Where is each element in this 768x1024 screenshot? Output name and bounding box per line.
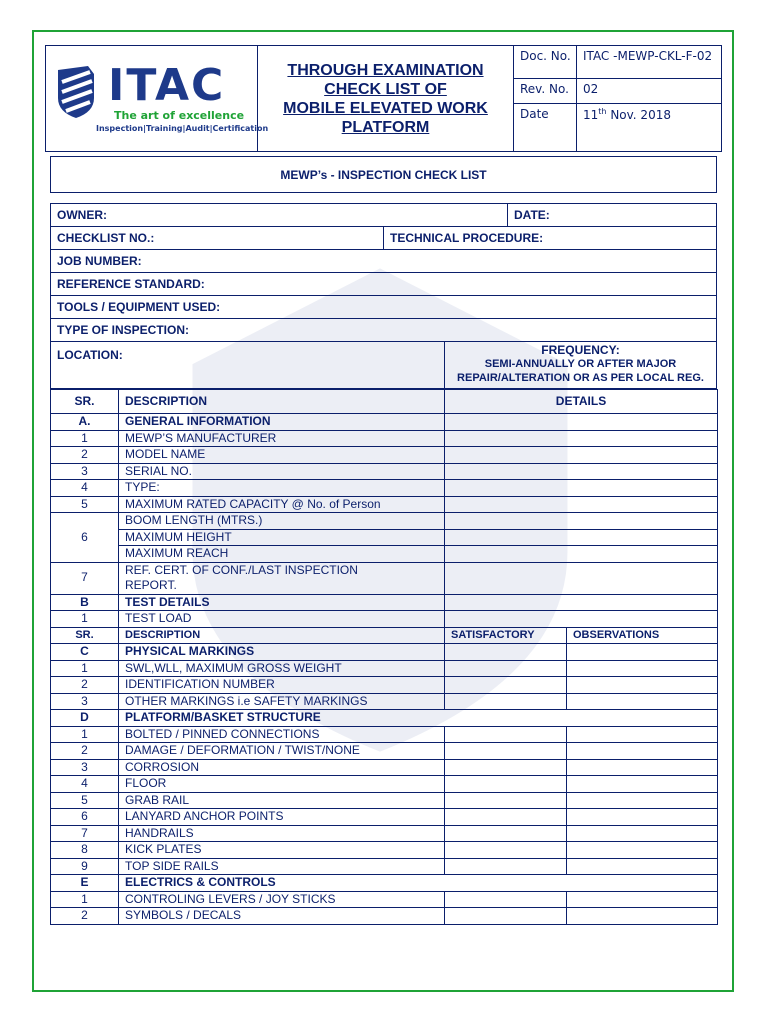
section-a-sr: A. [51,414,119,431]
table-row [51,430,718,447]
document-title [283,61,488,137]
title-line-2: CHECK LIST OF [324,80,447,98]
row-sr: 7 [51,825,119,842]
satisfactory-cell[interactable] [445,743,567,760]
row-sr: 2 [51,743,119,760]
satisfactory-cell[interactable] [445,842,567,859]
type-of-inspection-label: TYPE OF INSPECTION: [57,323,190,337]
table-row [51,743,718,760]
rev-no-label: Rev. No. [514,79,577,104]
date-suffix: th [598,107,607,116]
observations-cell[interactable] [567,743,718,760]
table-row [51,611,718,628]
section-a-title: GENERAL INFORMATION [119,414,445,431]
row-description: SYMBOLS / DECALS [119,908,445,925]
observations-header: OBSERVATIONS [567,627,718,644]
table-row [51,447,718,464]
row-description: MAXIMUM HEIGHT [119,529,445,546]
table-row [51,562,718,594]
inspection-table [50,389,718,925]
row-description: MAXIMUM RATED CAPACITY @ No. of Person [119,496,445,513]
details-cell[interactable] [445,562,718,594]
owner-date-divider [507,204,508,226]
observations-cell[interactable] [567,693,718,710]
table-row [51,858,718,875]
document-header [45,45,722,152]
section-d-sr: D [51,710,119,727]
date-value [577,104,721,151]
table-row [51,480,718,497]
details-cell [445,414,718,431]
table-row [51,513,718,530]
date-day: 11 [583,108,599,122]
row-sr: 2 [51,447,119,464]
observations-cell[interactable] [567,842,718,859]
logo-brand: ITAC [108,60,226,111]
row-description: BOLTED / PINNED CONNECTIONS [119,726,445,743]
owner-label: OWNER: [57,208,107,222]
table-row [51,496,718,513]
section-e-row [51,875,718,892]
table-row [51,792,718,809]
table-row [51,677,718,694]
table-row [51,660,718,677]
row-sr: 1 [51,430,119,447]
observations-cell[interactable] [567,677,718,694]
observations-cell[interactable] [567,660,718,677]
job-number-row [51,250,716,273]
checklist-no-label: CHECKLIST NO.: [57,231,155,245]
section-e-title: ELECTRICS & CONTROLS [119,875,718,892]
row-description: CORROSION [119,759,445,776]
doc-no-label: Doc. No. [514,46,577,79]
row-description: DAMAGE / DEFORMATION / TWIST/NONE [119,743,445,760]
observations-cell[interactable] [567,809,718,826]
details-cell[interactable] [445,480,718,497]
table-row [51,693,718,710]
row-sr: 6 [51,809,119,826]
date-label: Date [514,104,577,151]
row-description: MAXIMUM REACH [119,546,445,563]
type-of-inspection-row [51,319,716,342]
table-header-row [51,390,718,414]
table-row [51,776,718,793]
details-cell [445,594,718,611]
sr-header: SR. [51,390,119,414]
title-line-3: MOBILE ELEVATED WORK [283,99,488,117]
section-c-sr: C [51,644,119,661]
table-row [51,759,718,776]
row-description: HANDRAILS [119,825,445,842]
row-sr: 7 [51,562,119,594]
satisfactory-cell [445,644,567,661]
satisfactory-cell[interactable] [445,858,567,875]
details-cell[interactable] [445,496,718,513]
frequency-title: FREQUENCY: [541,343,620,357]
row-sr: 3 [51,759,119,776]
logo-services: Inspection|Training|Audit|Certification [96,124,269,133]
observations-cell[interactable] [567,825,718,842]
observations-cell[interactable] [567,776,718,793]
location-row [51,342,716,388]
title-line-4: PLATFORM [341,118,430,136]
shield-logo-icon [54,64,98,120]
row-description: IDENTIFICATION NUMBER [119,677,445,694]
section-d-title: PLATFORM/BASKET STRUCTURE [119,710,718,727]
row-description: CONTROLING LEVERS / JOY STICKS [119,891,445,908]
section-b-sr: B [51,594,119,611]
satisfactory-cell[interactable] [445,660,567,677]
row-description: TOP SIDE RAILS [119,858,445,875]
row-sr: 3 [51,463,119,480]
details-cell[interactable] [445,529,718,546]
section-c-title: PHYSICAL MARKINGS [119,644,445,661]
tools-row [51,296,716,319]
table-row [51,842,718,859]
tools-label: TOOLS / EQUIPMENT USED: [57,300,221,314]
satisfactory-cell[interactable] [445,776,567,793]
row-description [119,562,445,594]
row-sr: 8 [51,842,119,859]
owner-row [51,204,716,227]
row-sr: 6 [51,513,119,563]
row-description: SWL,WLL, MAXIMUM GROSS WEIGHT [119,660,445,677]
satisfactory-cell[interactable] [445,809,567,826]
section-e-sr: E [51,875,119,892]
details-cell[interactable] [445,546,718,563]
row-sr: 3 [51,693,119,710]
section-a-row [51,414,718,431]
row-sr: 1 [51,611,119,628]
row-description: FLOOR [119,776,445,793]
description-header-2: DESCRIPTION [119,627,445,644]
satisfactory-cell[interactable] [445,693,567,710]
row-sr: 1 [51,891,119,908]
row-sr: 2 [51,677,119,694]
details-cell[interactable] [445,430,718,447]
row-sr: 5 [51,496,119,513]
row-sr: 4 [51,776,119,793]
row-description: LANYARD ANCHOR POINTS [119,809,445,826]
logo-block [46,46,269,151]
date-field-label: DATE: [514,208,550,222]
observations-cell[interactable] [567,891,718,908]
satisfactory-cell[interactable] [445,825,567,842]
frequency-line-1: SEMI-ANNUALLY OR AFTER MAJOR [484,358,677,370]
frequency-line-2: REPAIR/ALTERATION OR AS PER LOCAL REG. [457,372,704,384]
details-cell[interactable] [445,463,718,480]
details-cell[interactable] [445,611,718,628]
row-description: BOOM LENGTH (MTRS.) [119,513,445,530]
table-row [51,908,718,925]
row-description: MEWP’S MANUFACTURER [119,430,445,447]
table-row [51,463,718,480]
table-row [51,726,718,743]
row-description: MODEL NAME [119,447,445,464]
row-description: SERIAL NO. [119,463,445,480]
checklist-divider [383,227,384,249]
section-b-row [51,594,718,611]
satisfactory-cell[interactable] [445,677,567,694]
title-line-1: THROUGH EXAMINATION [287,61,484,79]
reference-standard-label: REFERENCE STANDARD: [57,277,205,291]
frequency-block [445,343,716,385]
table-row [51,809,718,826]
title-block [258,46,514,151]
satisfactory-cell[interactable] [445,908,567,925]
row-sr: 1 [51,726,119,743]
observations-cell[interactable] [567,726,718,743]
section-d-row [51,710,718,727]
row7-line-2: REPORT. [125,578,177,592]
description-header: DESCRIPTION [119,390,445,414]
row-sr: 2 [51,908,119,925]
observations-cell[interactable] [567,759,718,776]
location-label: LOCATION: [57,348,123,362]
table-header-row-2 [51,627,718,644]
table-row [51,891,718,908]
rev-no-value: 02 [577,79,721,104]
satisfactory-cell[interactable] [445,792,567,809]
row-description: KICK PLATES [119,842,445,859]
job-number-label: JOB NUMBER: [57,254,142,268]
technical-procedure-label: TECHNICAL PROCEDURE: [390,231,544,245]
row-description: GRAB RAIL [119,792,445,809]
doc-no-value: ITAC -MEWP-CKL-F-02 [577,46,721,79]
reference-standard-row [51,273,716,296]
observations-cell[interactable] [567,858,718,875]
section-c-row [51,644,718,661]
date-rest: Nov. 2018 [606,108,671,122]
satisfactory-cell[interactable] [445,726,567,743]
satisfactory-cell[interactable] [445,759,567,776]
observations-cell[interactable] [567,792,718,809]
observations-cell [567,644,718,661]
details-header: DETAILS [445,390,718,414]
observations-cell[interactable] [567,908,718,925]
satisfactory-cell[interactable] [445,891,567,908]
info-block [50,203,717,389]
logo-tagline: The art of excellence [114,109,245,122]
checklist-subtitle: MEWP’s - INSPECTION CHECK LIST [50,156,717,193]
table-row [51,825,718,842]
row-sr: 9 [51,858,119,875]
row-description: TYPE: [119,480,445,497]
row-description: OTHER MARKINGS i.e SAFETY MARKINGS [119,693,445,710]
row-sr: 1 [51,660,119,677]
details-cell[interactable] [445,513,718,530]
table-row [51,529,718,546]
satisfactory-header: SATISFACTORY [445,627,567,644]
checklist-row [51,227,716,250]
sr-header-2: SR. [51,627,119,644]
section-b-title: TEST DETAILS [119,594,445,611]
row7-line-1: REF. CERT. OF CONF./LAST INSPECTION [125,563,358,577]
table-row [51,546,718,563]
row-sr: 4 [51,480,119,497]
row-sr: 5 [51,792,119,809]
details-cell[interactable] [445,447,718,464]
row-description: TEST LOAD [119,611,445,628]
